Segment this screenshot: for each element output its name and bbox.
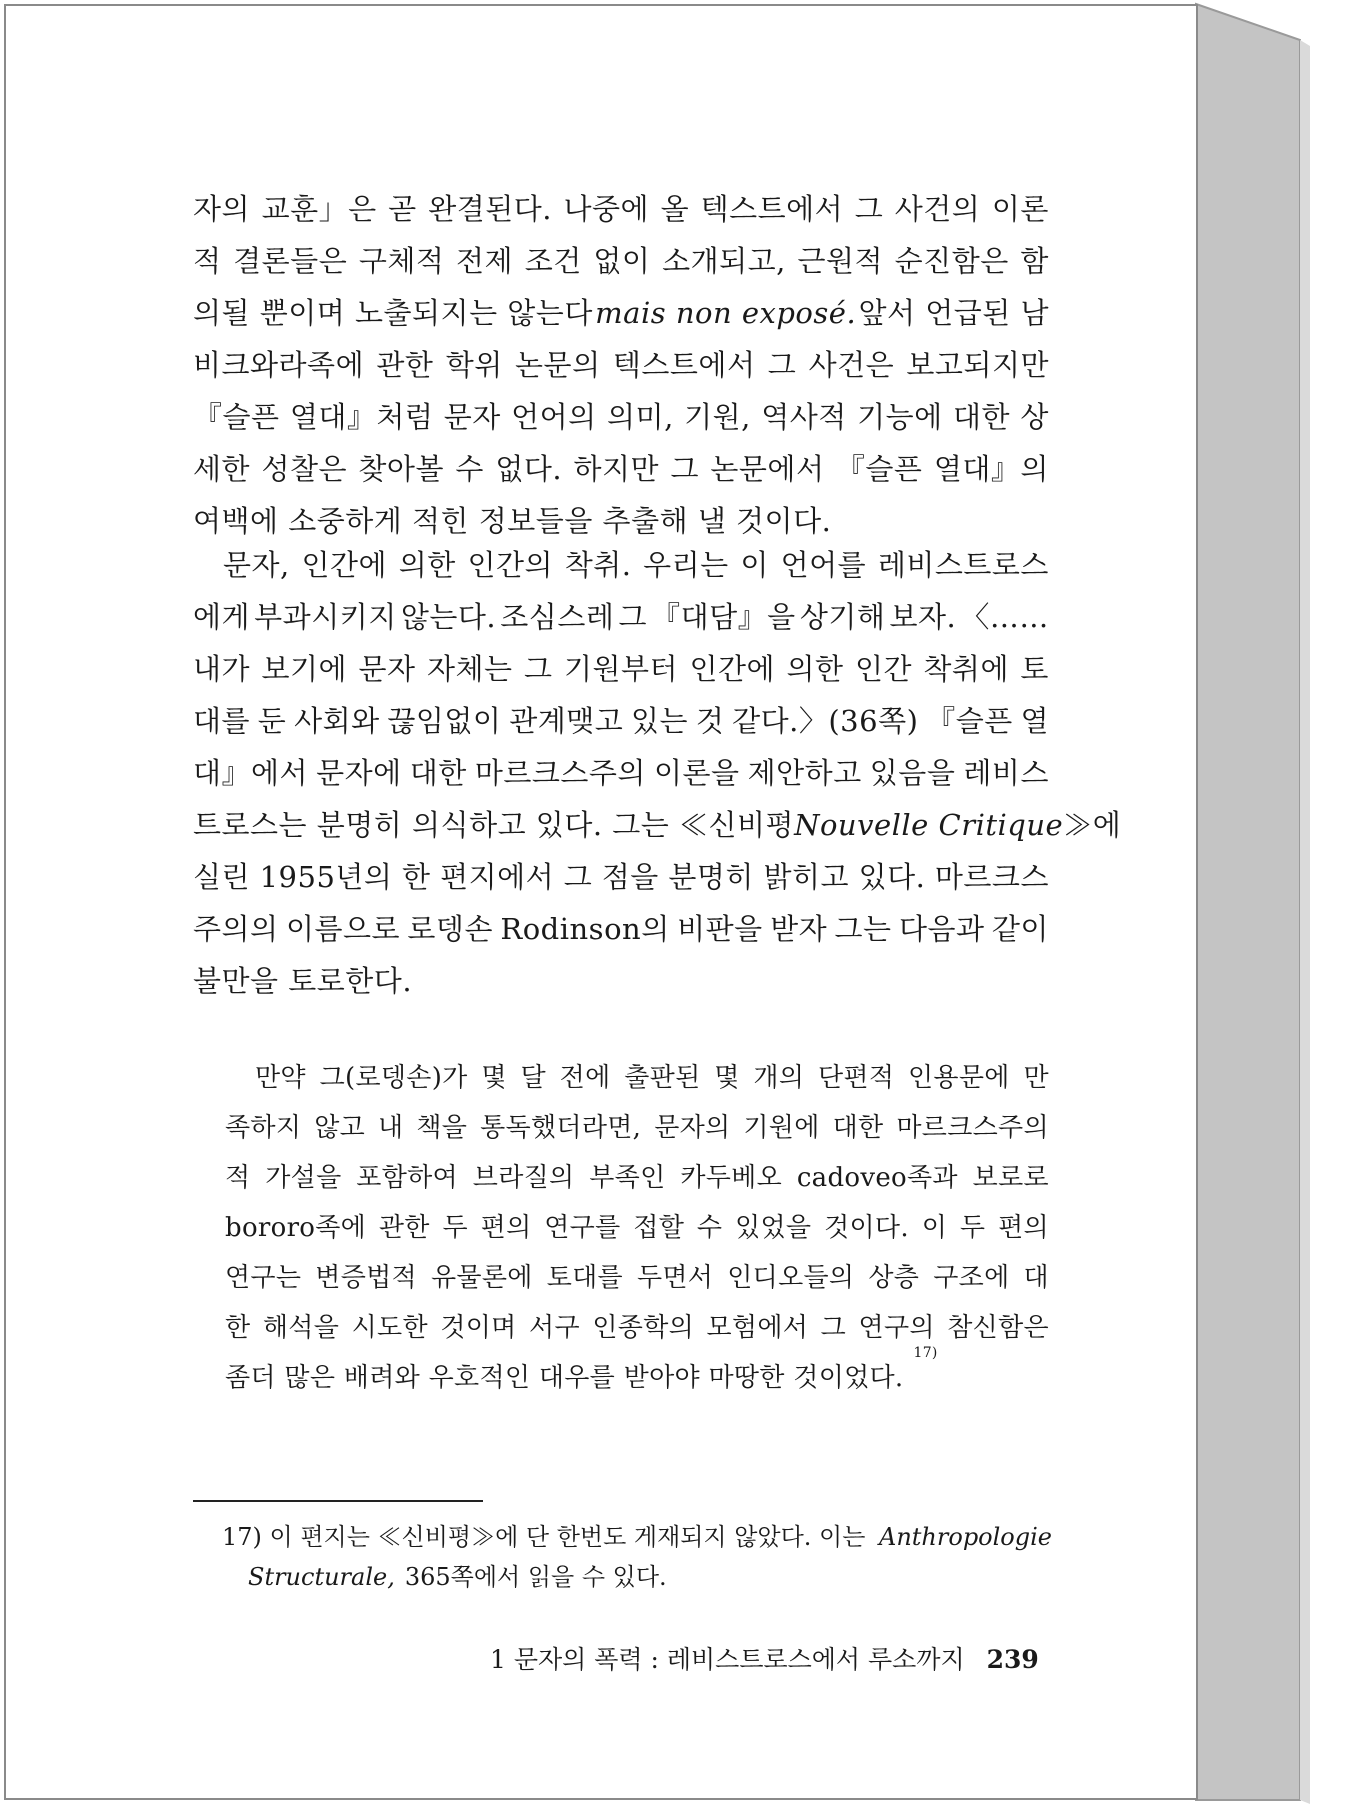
word: 그(로뎅손)가 <box>319 1063 468 1093</box>
word: 마르크스 <box>934 860 1049 894</box>
word: 조건 <box>524 244 582 278</box>
word: 그는 <box>834 912 892 946</box>
quote-line <box>225 1053 1049 1103</box>
word: 만약 <box>255 1063 306 1093</box>
word: 『슬픈 <box>193 400 280 434</box>
word: 논문에서 <box>710 452 825 486</box>
word: 내가 <box>193 652 251 686</box>
word: 그 <box>523 652 553 686</box>
text-line <box>193 695 1049 747</box>
text-fragment: 트로스는 분명히 의식하고 있다. 그는 ≪신비평 <box>193 808 795 842</box>
word: 변증법적 <box>315 1263 417 1293</box>
word: 토대를 <box>546 1263 623 1293</box>
word: 착취에 <box>923 652 1009 686</box>
text-line <box>193 903 1049 955</box>
word: 비판을 <box>677 912 763 946</box>
word: 카두베오 <box>680 1163 782 1193</box>
quote-line <box>225 1103 1049 1153</box>
word: 않고 <box>314 1113 366 1143</box>
chapter-title: 1 문자의 폭력 : 레비스트로스에서 루소까지 <box>490 1645 965 1674</box>
word: 유물론에 <box>430 1263 533 1293</box>
word: 서구 <box>529 1313 580 1343</box>
word: 보고되지만 <box>906 348 1049 382</box>
word: 의한 <box>786 652 844 686</box>
word: 있는 <box>631 704 689 738</box>
text-line <box>193 591 1049 643</box>
word: 구체적 <box>358 244 445 278</box>
word: 있음을 <box>869 756 956 790</box>
word: 이름으로 <box>285 912 401 946</box>
footnote-marker: 17) <box>913 1345 938 1361</box>
word: 토 <box>1020 652 1049 686</box>
word: 한 <box>225 1313 251 1343</box>
word: 인용문에 <box>908 1063 1010 1093</box>
text-line <box>193 643 1049 695</box>
word: 학위 <box>445 348 503 382</box>
word: 두 <box>442 1213 468 1243</box>
word: 보자. <box>889 600 957 634</box>
text-line <box>193 747 1049 799</box>
footnote <box>222 1517 1052 1597</box>
quote-line <box>225 1253 1049 1303</box>
word: 시도한 <box>351 1313 428 1343</box>
word: 그 <box>618 600 648 634</box>
word: 다음과 <box>898 912 985 946</box>
word: 대를 <box>193 704 251 738</box>
word: 접할 <box>633 1213 685 1243</box>
word: 수 <box>696 1213 723 1243</box>
word: 인간 <box>854 652 912 686</box>
word: cadoveo족과 <box>796 1163 958 1193</box>
word: 몇 <box>714 1063 740 1093</box>
word: 완결된다. <box>428 192 552 226</box>
word: 두면서 <box>636 1263 714 1293</box>
word: 연구는 <box>225 1263 302 1293</box>
word: 마르크스주의 <box>474 756 646 790</box>
footnote-line <box>222 1557 1052 1597</box>
word: 분명히 <box>668 860 754 894</box>
word: 하지만 <box>573 452 660 486</box>
text-fragment: 의될 뿐이며 노출되지는 않는다 <box>193 296 593 330</box>
word: 이론을 <box>654 756 740 790</box>
word: 로뎅손 <box>407 912 493 946</box>
word: 세한 <box>193 452 251 486</box>
word: 같다.〉(36쪽) <box>732 704 919 738</box>
word: 출판된 <box>624 1063 701 1093</box>
paragraph-2 <box>193 539 1122 1007</box>
word: 인종학의 <box>592 1313 695 1343</box>
word: 달 <box>520 1063 546 1093</box>
word: 편의 <box>480 1213 532 1243</box>
word: 그 <box>820 1313 847 1343</box>
word: 에게 <box>193 600 251 634</box>
word: 순진함은 <box>894 244 1009 278</box>
word: 열대』처럼 <box>289 400 434 434</box>
word: 있었을 <box>735 1213 812 1243</box>
word: 텍스트에서 <box>612 348 756 382</box>
text-fragment: 앞서 언급된 남 <box>858 296 1049 330</box>
italic-phrase: Anthropologie <box>879 1523 1052 1551</box>
word: 사건은 <box>808 348 895 382</box>
word: 자의 <box>193 192 251 226</box>
text-line <box>193 235 1049 287</box>
text-line <box>193 183 1049 235</box>
word: 마르크스주의 <box>896 1113 1049 1143</box>
word: 그 <box>670 452 699 486</box>
word: 찾아볼 <box>358 452 444 486</box>
word: 기원, <box>684 400 751 434</box>
word: 두 <box>959 1213 986 1243</box>
quote-line <box>225 1203 1049 1253</box>
page-edge-highlight <box>1300 40 1310 1804</box>
word: 인간에 <box>301 548 387 582</box>
word: 전제 <box>456 244 514 278</box>
word: 참신함은 <box>947 1313 1049 1343</box>
word: 레비스 <box>963 756 1049 790</box>
word: 성찰은 <box>261 452 347 486</box>
word: 문자의 <box>654 1113 731 1143</box>
word: 1955년의 <box>259 860 393 894</box>
word: 텍스트에서 <box>700 192 844 226</box>
word: 그 <box>854 192 884 226</box>
word: 관한 <box>376 348 434 382</box>
word: 문자에 <box>316 756 402 790</box>
word: bororo족에 <box>225 1213 367 1243</box>
word: 결론들은 <box>233 244 348 278</box>
word: 인디오들의 <box>727 1263 855 1293</box>
word: 문자 <box>358 652 416 686</box>
word: 족하지 <box>225 1113 302 1143</box>
quote-line <box>225 1153 1049 1203</box>
text-line <box>193 443 1049 495</box>
word: 의한 <box>398 548 456 582</box>
footnote-line <box>222 1517 1052 1557</box>
word: 문자 <box>443 400 501 434</box>
word: 대 <box>1023 1263 1049 1293</box>
word: 브라질의 <box>472 1163 575 1193</box>
word: 부과시키지 <box>254 600 397 634</box>
word: 우리는 <box>643 548 729 582</box>
word: 역사적 <box>761 400 847 434</box>
italic-phrase: Nouvelle Critique <box>794 808 1064 842</box>
word: 주의의 <box>193 912 279 946</box>
word: 레비스트로스 <box>877 548 1049 582</box>
word: 이 <box>921 1213 948 1243</box>
word: 이론 <box>991 192 1049 226</box>
text-line: 여백에 소중하게 적힌 정보들을 추출해 낼 것이다. <box>193 504 832 538</box>
word: 관한 <box>378 1213 430 1243</box>
text-fragment: 365쪽에서 읽을 수 있다. <box>404 1563 667 1591</box>
page-number: 239 <box>986 1645 1039 1674</box>
word: 구조에 <box>933 1263 1010 1293</box>
word: 것 <box>695 704 725 738</box>
word: 『슬픈 <box>835 452 923 486</box>
word: 제안하고 <box>747 756 862 790</box>
word: 대한 <box>832 1113 884 1143</box>
text-line <box>193 539 1049 591</box>
word: 않는다. <box>400 600 497 634</box>
word: 책을 <box>416 1113 468 1143</box>
word: 기능에 <box>857 400 943 434</box>
page-edge-side <box>1196 4 1300 1800</box>
word: 그 <box>767 348 797 382</box>
word: 개의 <box>753 1063 805 1093</box>
text-line <box>193 851 1049 903</box>
word: 보기에 <box>261 652 348 686</box>
word: 연구의 <box>858 1313 935 1343</box>
word: 기원부터 <box>563 652 678 686</box>
word: 보로로 <box>972 1163 1049 1193</box>
word: 사회와 <box>294 704 380 738</box>
word: 몇 <box>481 1063 507 1093</box>
word: 대한 <box>953 400 1011 434</box>
word: 점을 <box>601 860 659 894</box>
word: 근원적 <box>797 244 884 278</box>
text-line <box>193 339 1049 391</box>
word: 착취. <box>564 548 632 582</box>
word: 모험에서 <box>706 1313 809 1343</box>
word: 부족인 <box>589 1163 666 1193</box>
word: 끊임없이 <box>387 704 502 738</box>
word: 상층 <box>868 1263 920 1293</box>
word: 의미, <box>607 400 674 434</box>
word: 편의 <box>998 1213 1049 1243</box>
word: 받자 <box>770 912 828 946</box>
word: 『슬픈 <box>926 704 1013 738</box>
word: 이 <box>740 548 769 582</box>
word: 만 <box>1023 1063 1049 1093</box>
word: Rodinson의 <box>500 912 670 946</box>
word: 조심스레 <box>500 600 615 634</box>
word: 둔 <box>257 704 287 738</box>
text-fragment: 17) 이 편지는 ≪신비평≫에 단 한번도 게재되지 않았다. 이는 <box>222 1523 866 1551</box>
text-line <box>193 799 1122 851</box>
word: 것이다. <box>824 1213 909 1243</box>
paragraph-1 <box>193 183 1049 547</box>
word: 수 <box>455 452 484 486</box>
word: 실린 <box>193 860 251 894</box>
quote-line <box>225 1345 1049 1403</box>
word: 그 <box>563 860 593 894</box>
text-line <box>193 391 1049 443</box>
footnote-divider <box>193 1500 483 1502</box>
word: 상 <box>1020 400 1049 434</box>
word: 올 <box>660 192 690 226</box>
word: 인간에 <box>689 652 775 686</box>
text-line: 불만을 토로한다. <box>193 964 413 998</box>
word: 상기해 <box>799 600 886 634</box>
word: 없다. <box>495 452 563 486</box>
word: 비크와라족에 <box>193 348 365 382</box>
word: 단편적 <box>818 1063 895 1093</box>
word: 포함하여 <box>356 1163 458 1193</box>
word: 있다. <box>858 860 926 894</box>
word: 인간의 <box>467 548 553 582</box>
word: 적 <box>193 244 222 278</box>
word: 사건의 <box>894 192 981 226</box>
text-line <box>193 287 1049 339</box>
word: 관계맺고 <box>509 704 624 738</box>
word: 언어를 <box>780 548 867 582</box>
italic-phrase: mais non exposé. <box>595 296 857 330</box>
word: 한 <box>402 860 431 894</box>
word: 편지에서 <box>440 860 555 894</box>
word: 논문의 <box>515 348 601 382</box>
italic-phrase: Structurale, <box>248 1563 395 1591</box>
word: 같이 <box>991 912 1049 946</box>
word: 전에 <box>559 1063 611 1093</box>
word: 〈…… <box>960 600 1049 634</box>
word: 밝히고 <box>763 860 850 894</box>
word: 열 <box>1020 704 1049 738</box>
word: 자체는 <box>426 652 513 686</box>
word: 가설을 <box>265 1163 342 1193</box>
word: 내 <box>378 1113 404 1143</box>
word: 대』에서 <box>193 756 309 790</box>
text-fragment: 좀더 많은 배려와 우호적인 대우를 받아야 마땅한 것이었다. <box>225 1363 904 1393</box>
word: 문자, <box>223 548 290 582</box>
word: 『대담』을 <box>651 600 796 634</box>
word: 곧 <box>388 192 417 226</box>
word: 열대』의 <box>933 452 1049 486</box>
word: 대한 <box>409 756 467 790</box>
word: 기원에 <box>743 1113 820 1143</box>
word: 언어의 <box>511 400 597 434</box>
word: 없이 <box>593 244 651 278</box>
block-quote <box>225 1053 1049 1403</box>
word: 교훈」은 <box>261 192 377 226</box>
running-footer <box>490 1640 1039 1676</box>
word: 나중에 <box>563 192 650 226</box>
word: 연구를 <box>544 1213 621 1243</box>
text-fragment: ≫에 <box>1063 808 1122 842</box>
word: 것이며 <box>440 1313 517 1343</box>
word: 통독했더라면, <box>480 1113 642 1143</box>
word: 소개되고, <box>662 244 786 278</box>
word: 함 <box>1020 244 1049 278</box>
word: 해석을 <box>262 1313 340 1343</box>
word: 적 <box>225 1163 251 1193</box>
